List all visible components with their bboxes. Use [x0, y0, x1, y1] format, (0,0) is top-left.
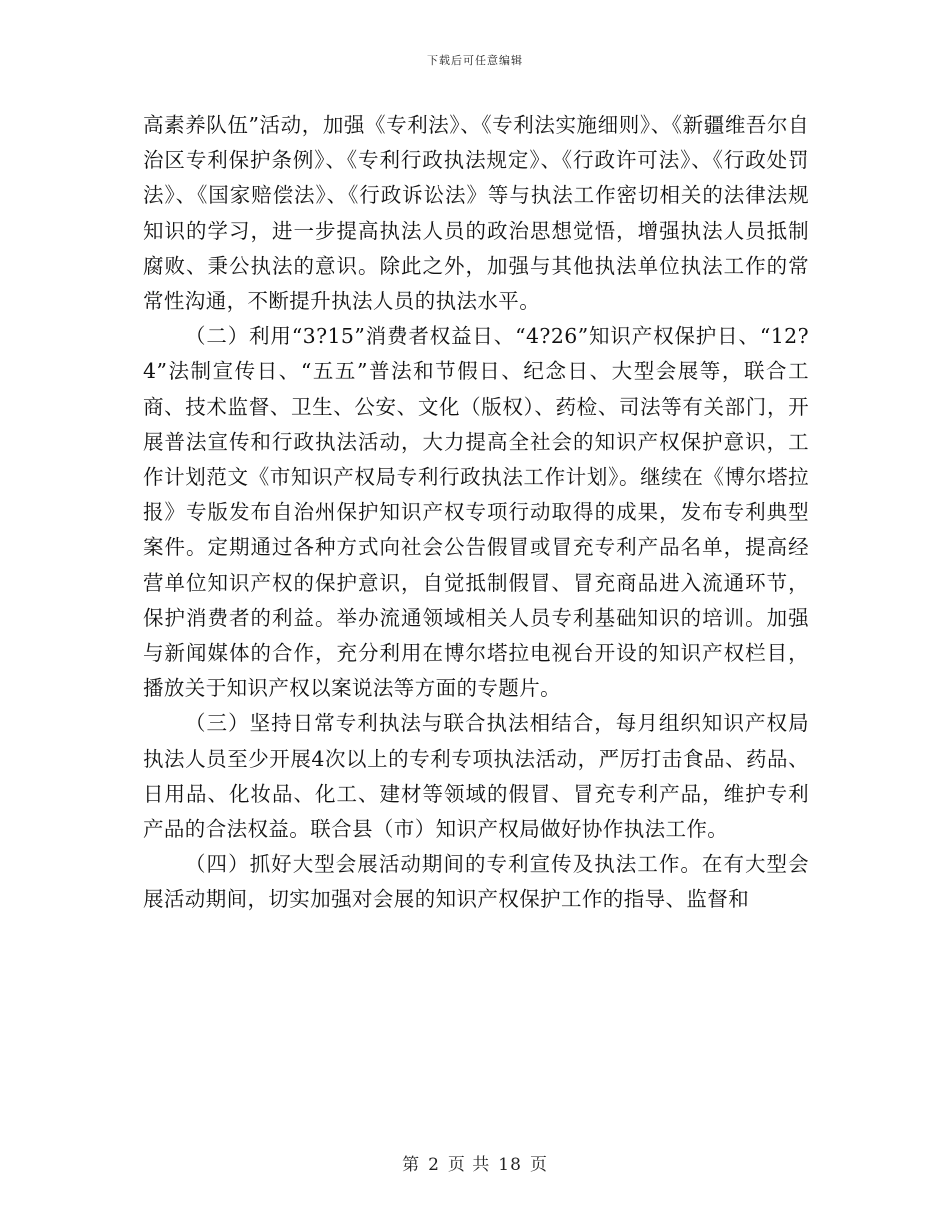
footer-middle: 页 共 [447, 1155, 491, 1175]
document-body [143, 108, 809, 918]
footer-current-page: 2 [428, 1155, 440, 1175]
page-header-note: 下载后可任意编辑 [427, 54, 523, 67]
paragraph-section-2: （二）利用“3?15”消费者权益日、“4?26”知识产权保护日、“12?4”法制宣传日、“五五”普法和节假日、纪念日、大型会展等，联合工商、技术监督、卫生、公安、文化（版权）、药检、司法等有关部门，开展普法宣传和行政执法活动，大力提高全社会的知识产权保护意识，工作计划范文《市知识产权局专利行政执法工作计划》。继续在《博尔塔拉报》专版发布自治州保护知识产权专项行动取得的成果，发布专利典型案件。定期通过各种方式向社会公告假冒或冒充专利产品名单，提高经营单位知识产权的保护意识，自觉抵制假冒、冒充商品进入流通环节，保护消费者的利益。举办流通领域相关人员专利基础知识的培训。加强与新闻媒体的合作，充分利用在博尔塔拉电视台开设的知识产权栏目，播放关于知识产权以案说法等方面的专题片。 [143, 324, 809, 701]
footer-prefix: 第 [402, 1155, 421, 1175]
paragraph-continuation: 高素养队伍”活动，加强《专利法》、《专利法实施细则》、《新疆维吾尔自治区专利保护条例》、《专利行政执法规定》、《行政许可法》、《行政处罚法》、《国家赔偿法》、《行政诉讼法》等与执法工作密切相关的法律法规知识的学习，进一步提高执法人员的政治思想觉悟，增强执法人员抵制腐败、秉公执法的意识。除此之外，加强与其他执法单位执法工作的常常性沟通，不断提升执法人员的执法水平。 [143, 113, 809, 314]
footer-suffix: 页 [529, 1155, 548, 1175]
paragraph-section-4: （四）抓好大型会展活动期间的专利宣传及执法工作。在有大型会展活动期间，切实加强对会展的知识产权保护工作的指导、监督和 [143, 852, 809, 912]
paragraph-section-3: （三）坚持日常专利执法与联合执法相结合，每月组织知识产权局执法人员至少开展4次以上的专利专项执法活动，严厉打击食品、药品、日用品、化妆品、化工、建材等领域的假冒、冒充专利产品，维护专利产品的合法权益。联合县（市）知识产权局做好协作执法工作。 [143, 711, 809, 842]
page-footer [0, 1150, 950, 1175]
footer-total-pages: 18 [498, 1155, 522, 1175]
